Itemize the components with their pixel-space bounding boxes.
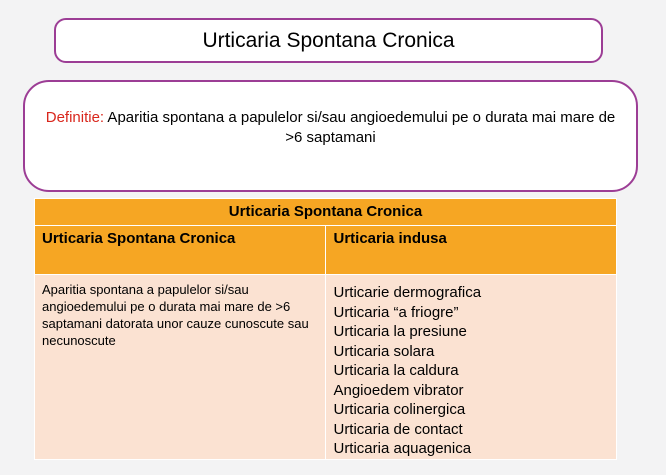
column-header-spontaneous: Urticaria Spontana Cronica [35,226,326,275]
list-item: Urticarie dermografica [333,284,482,301]
list-item: Urticaria “a friogre” [333,303,459,321]
title-box [54,18,603,63]
table-row [35,275,617,460]
list-item: Angioedem vibrator [333,381,464,399]
spontaneous-cell [35,275,326,460]
induced-cell [326,275,617,460]
classification-table [34,198,617,460]
list-item: Urticaria colinergica [333,401,466,418]
column-header-induced: Urticaria indusa [326,226,617,275]
list-item: Urticaria la presiune [333,323,467,340]
definition-text: Aparitia spontana a papulelor si/sau angioedemului pe o durata mai mare de >6 saptamani [104,109,616,146]
page-title: Urticaria Spontana Cronica [202,28,455,52]
list-item: Urticaria aquagenica [333,440,472,457]
list-item: Urticaria de contact [333,420,463,438]
spontaneous-description: Aparitia spontana a papulelor si/sau angioedemului pe o durata mai mare de >6 saptamani datorata unor cauze cunoscute sau necunoscute [42,282,309,348]
definition-label: Definitie: [45,109,105,126]
definition-box [23,80,638,192]
table-header-row [35,226,617,275]
list-item: Urticaria solara [333,342,435,360]
list-item: Urticaria la caldura [333,362,459,379]
induced-list [326,275,616,459]
table-caption: Urticaria Spontana Cronica [35,199,617,226]
table-caption-row [35,199,617,226]
